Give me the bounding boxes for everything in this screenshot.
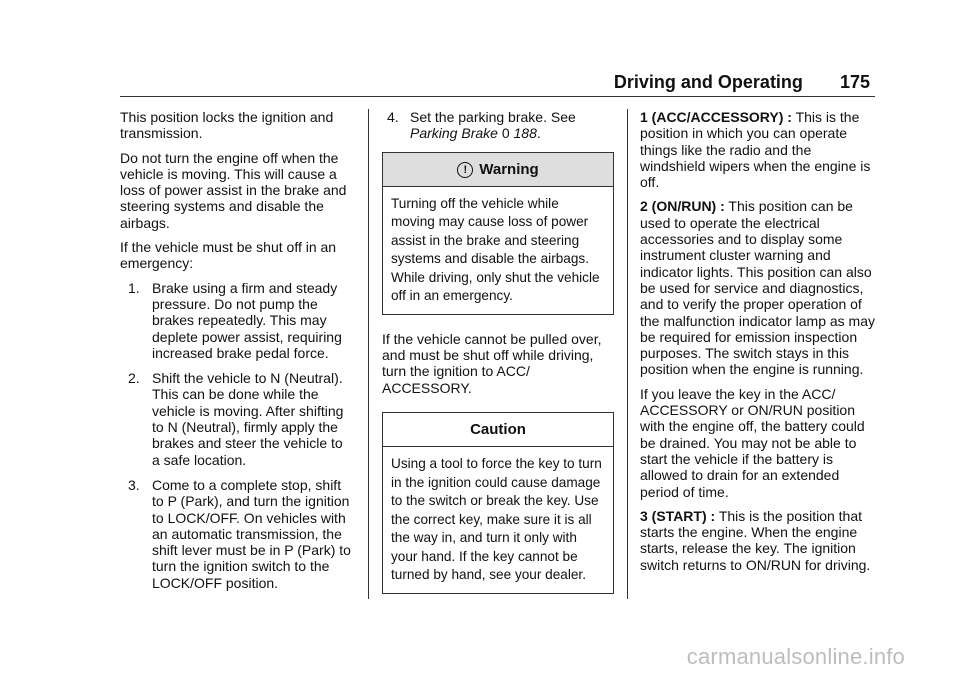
step-text: Brake using a firm and steady pressure. Do not pump the brakes repeatedly. This may deplete power assist, requiring increased brake pedal force. — [152, 279, 342, 361]
warning-box — [382, 152, 614, 315]
key-position-term: 2 (ON/RUN) : — [640, 198, 725, 215]
warning-title: Warning — [479, 160, 539, 178]
paragraph: If the vehicle cannot be pulled over, and must be shut off while driving, turn the ignition to ACC/ ACCESSORY. — [382, 330, 602, 396]
warning-header — [383, 153, 613, 187]
step-number: 2. — [128, 370, 140, 387]
column-divider — [627, 109, 628, 599]
emergency-steps-list — [120, 280, 352, 591]
step-list-continued — [382, 109, 614, 142]
key-position-term: 3 (START) : — [640, 507, 716, 524]
step-text: Shift the vehicle to N (Neutral). This can be done while the vehicle is moving. After shifting to N (Neutral), firmly apply the brakes and steer the vehicle to a safe location. — [152, 370, 344, 468]
step-text: Set the parking brake. See — [410, 109, 576, 125]
cross-reference-page: 188 — [513, 125, 537, 142]
list-item — [120, 370, 352, 468]
paragraph — [640, 109, 876, 190]
step-number: 3. — [128, 476, 140, 493]
step-number: 4. — [387, 109, 399, 125]
sentence-end: . — [536, 125, 541, 142]
page-header — [614, 72, 870, 93]
watermark: carmanualsonline.info — [686, 644, 905, 669]
page-number: 175 — [839, 72, 870, 92]
paragraph: If the vehicle must be shut off in an emergency: — [120, 239, 337, 272]
list-item — [120, 280, 352, 361]
paragraph: If you leave the key in the ACC/ ACCESSORY or ON/RUN position with the engine off, the battery could be drained. You may not be able to start the vehicle if the battery is allowed to drain for an extended period of time. — [640, 385, 865, 500]
column-middle — [382, 109, 614, 610]
column-right — [640, 109, 876, 581]
key-position-description: This position can be used to operate the electrical accessories and to display some instrument cluster warning and indicator lights. This position can also be used for service and diagnostics, and to verify the proper operation of the malfunction indicator lamp as may be required for emission inspection purposes. The switch stays in this position when the engine is running. — [640, 198, 875, 378]
key-position-description: This is the position in which you can operate things like the radio and the windshield wipers when the engine is off. — [640, 109, 871, 191]
header-rule — [120, 96, 875, 97]
key-position-description: This is the position that starts the engine. When the engine starts, release the key. The ignition switch returns to ON/RUN for driving. — [640, 507, 871, 573]
section-title: Driving and Operating — [613, 72, 803, 92]
column-divider — [368, 109, 369, 599]
page-ref-arrow-icon: 0 — [501, 125, 510, 142]
list-item — [120, 477, 352, 591]
caution-body: Using a tool to force the key to turn in the ignition could cause damage to the switch or break the key. Use the correct key, make sure it is all the way in, and turn it only with your hand. If the key cannot be turned by hand, see your dealer. — [391, 456, 602, 583]
step-number: 1. — [128, 279, 140, 296]
paragraph: Do not turn the engine off when the vehicle is moving. This will cause a loss of power assist in the brake and steering systems and disable the airbags. — [120, 149, 347, 231]
caution-box — [382, 412, 614, 594]
caution-header: Caution — [383, 413, 613, 447]
column-left — [120, 109, 352, 600]
cross-reference-link[interactable]: Parking Brake — [410, 125, 498, 142]
warning-body: Turning off the vehicle while moving may cause loss of power assist in the brake and steering systems and disable the airbags. While driving, only shut the vehicle off in an emergency. — [391, 195, 600, 304]
paragraph — [640, 508, 876, 573]
step-text: Come to a complete stop, shift to P (Park), and turn the ignition to LOCK/OFF. On vehicles with an automatic transmission, the shift lever must be in P (Park) to turn the ignition switch to the LOCK/OFF position. — [152, 476, 351, 591]
warning-icon: ! — [457, 162, 473, 178]
paragraph: This position locks the ignition and transmission. — [120, 109, 334, 142]
list-item — [382, 109, 614, 142]
paragraph — [640, 198, 876, 377]
key-position-term: 1 (ACC/ACCESSORY) : — [640, 109, 792, 125]
